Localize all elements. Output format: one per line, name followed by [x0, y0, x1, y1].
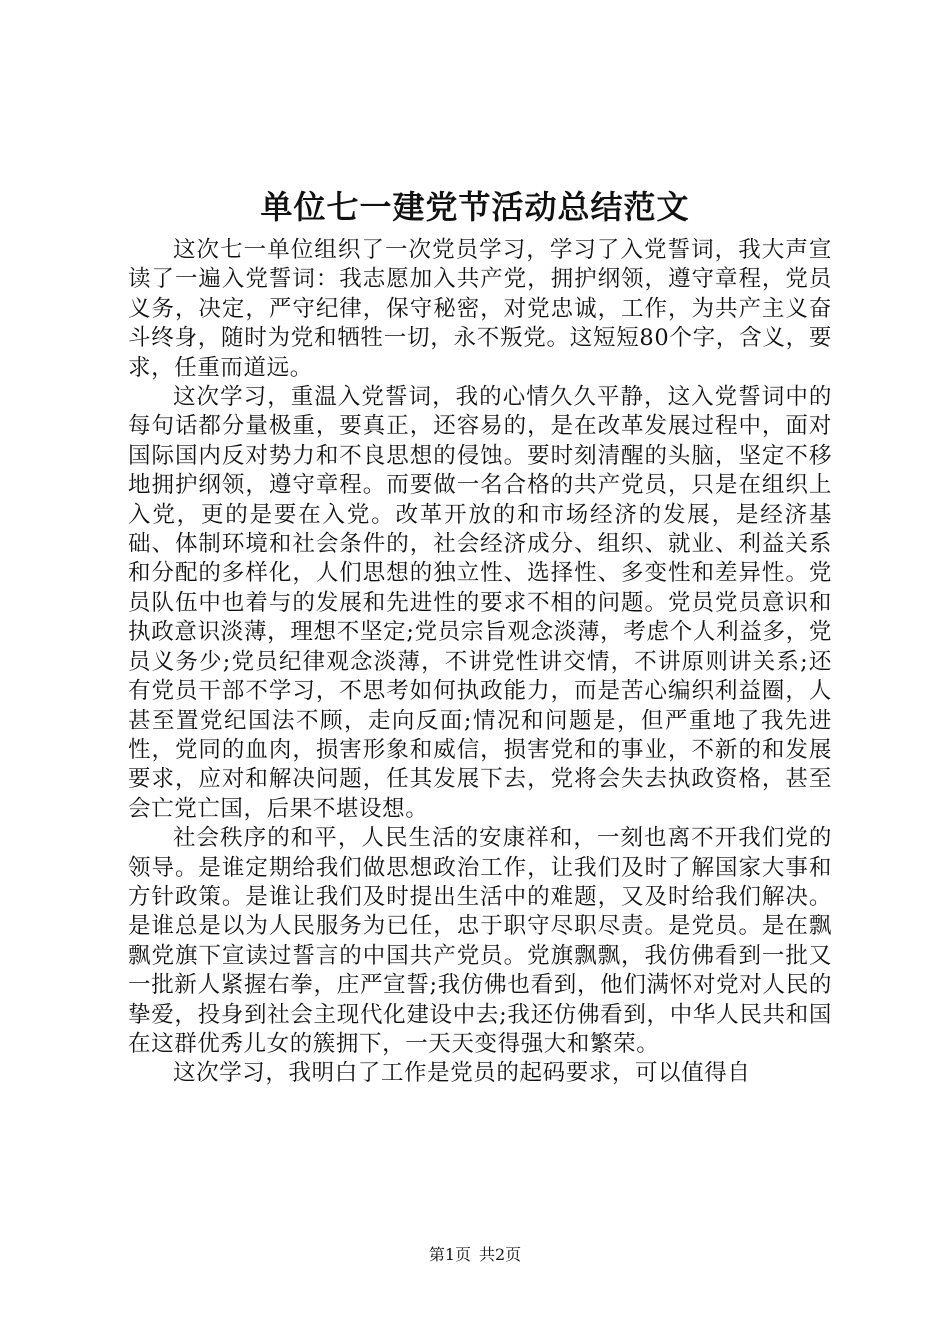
paragraph-1: 这次七一单位组织了一次党员学习，学习了入党誓词，我大声宣读了一遍入党誓词：我志愿加入共产党，拥护纲领，遵守章程，党员义务，决定，严守纪律，保守秘密，对党忠诚，工作，为共产主义奋斗终身，随时为党和牺牲一切，永不叛党。这短短80个字，含义，要求，任重而道远。: [128, 237, 832, 381]
document-body: [128, 236, 832, 1089]
paragraph-4: 这次学习，我明白了工作是党员的起码要求，可以值得自: [173, 1060, 751, 1087]
paragraph-3: 社会秩序的和平，人民生活的安康祥和，一刻也离不开我们党的领导。是谁定期给我们做思想政治工作，让我们及时了解国家大事和方针政策。是谁让我们及时提出生活中的难题，又及时给我们解决。是谁总是以为人民服务为已任，忠于职守尽职尽责。是党员。是在飘飘党旗下宣读过誓言的中国共产党员。党旗飘飘，我仿佛看到一批又一批新人紧握右拳，庄严宣誓;我仿佛也看到，他们满怀对党对人民的挚爱，投身到社会主现代化建设中去;我还仿佛看到，中华人民共和国在这群优秀儿女的簇拥下，一天天变得强大和繁荣。: [128, 825, 832, 1057]
page-total: 共2页: [479, 1245, 522, 1264]
page-number: 第1页: [428, 1245, 471, 1264]
paragraph-2: 这次学习，重温入党誓词，我的心情久久平静，这入党誓词中的每句话都分量极重，要真正，还容易的，是在改革发展过程中，面对国际国内反对势力和不良思想的侵蚀。要时刻清醒的头脑，坚定不移地拥护纲领，遵守章程。而要做一名合格的共产党员，只是在组织上入党，更的是要在入党。改革开放的和市场经济的发展，是经济基础、体制环境和社会条件的，社会经济成分、组织、就业、利益关系和分配的多样化，人们思想的独立性、选择性、多变性和差异性。党员队伍中也着与的发展和先进性的要求不相的问题。党员党员意识和执政意识淡薄，理想不坚定;党员宗旨观念淡薄，考虑个人利益多，党员义务少;党员纪律观念淡薄，不讲党性讲交情，不讲原则讲关系;还有党员干部不学习，不思考如何执政能力，而是苦心编织利益圈，人甚至置党纪国法不顾，走向反面;情况和问题是，但严重地了我先进性，党同的血肉，损害形象和威信，损害党和的事业，不新的和发展要求，应对和解决问题，任其发展下去，党将会失去执政资格，甚至会亡党亡国，后果不堪设想。: [128, 384, 832, 822]
document-title: 单位七一建党节活动总结范文: [260, 188, 690, 226]
page-footer: [0, 1244, 950, 1266]
